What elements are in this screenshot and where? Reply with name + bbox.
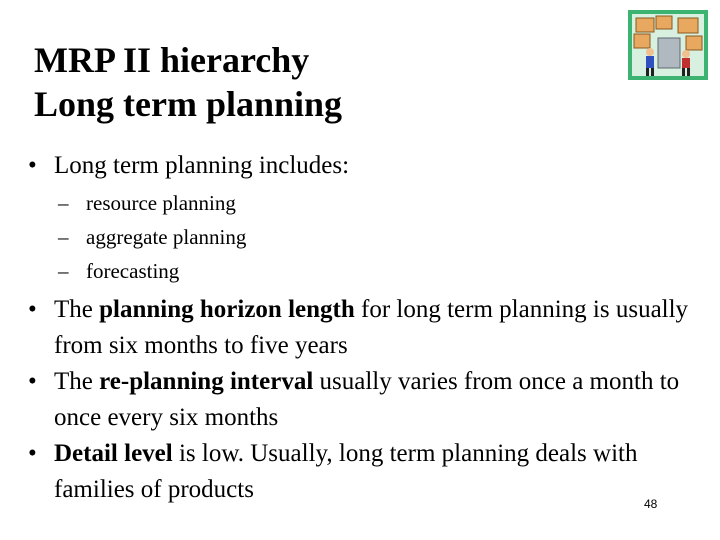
bullet-includes <box>28 148 698 184</box>
bullet-text-pre: The <box>54 368 100 395</box>
bullet-text: Long term planning includes: <box>54 152 350 179</box>
sub-list <box>28 186 698 288</box>
sub-item <box>28 186 698 220</box>
bullet-dot: • <box>28 440 37 467</box>
bullet-horizon <box>28 292 698 364</box>
title-line-1: MRP II hierarchy <box>34 40 310 80</box>
bullet-dot: • <box>28 296 37 323</box>
bullet-bold-term: planning horizon length <box>99 296 355 323</box>
sub-item <box>28 220 698 254</box>
bullet-list <box>28 148 698 508</box>
bullet-detail <box>28 436 698 508</box>
bullet-text-post: is low. Usually, long term planning deals with families of products <box>54 440 638 503</box>
warehouse-workers-icon <box>628 10 708 80</box>
sub-item-text: forecasting <box>86 259 180 283</box>
bullet-bold-term: re-planning interval <box>99 368 314 395</box>
bullet-text-post: usually varies from once a month to once every six months <box>54 368 680 431</box>
bullet-text-post: for long term planning is usually from six months to five years <box>54 296 689 359</box>
sub-item-text: resource planning <box>86 191 236 215</box>
bullet-dot: • <box>28 368 37 395</box>
sub-dash: – <box>58 225 69 249</box>
sub-item-text: aggregate planning <box>86 225 247 249</box>
title-line-2: Long term planning <box>34 84 343 124</box>
sub-dash: – <box>58 191 69 215</box>
bullet-dot: • <box>28 152 37 179</box>
bullet-text-pre: The <box>54 296 100 323</box>
page-number: 48 <box>644 497 658 511</box>
bullet-bold-term: Detail level <box>54 440 173 467</box>
bullet-replanning <box>28 364 698 436</box>
sub-dash: – <box>58 259 69 283</box>
slide-title <box>34 38 342 126</box>
sub-item <box>28 254 698 288</box>
